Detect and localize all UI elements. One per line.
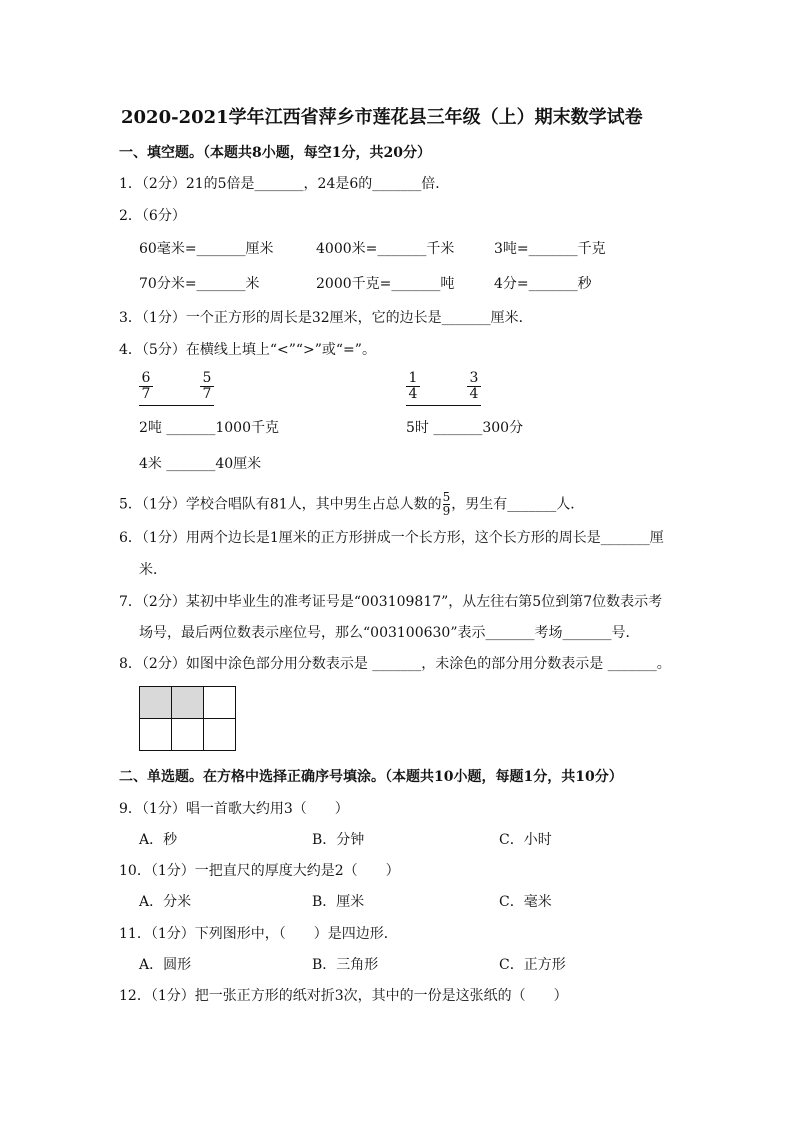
q4-fraction-2-numerator: 5 — [202, 370, 212, 386]
q4-fraction-1-denominator: 7 — [141, 386, 151, 402]
question-2: 2．（6分） — [119, 208, 186, 224]
page-title: 2020-2021学年江西省萍乡市莲花县三年级（上）期末数学试卷 — [121, 107, 643, 128]
question-11: 11．（1分）下列图形中，（ ）是四边形． — [119, 926, 398, 942]
q4-fraction-3-denominator: 4 — [408, 386, 418, 402]
question-12: 12．（1分）把一张正方形的纸对折3次，其中的一份是这张纸的（ ） — [119, 988, 568, 1004]
section-1-heading: 一、填空题。（本题共8小题，每空1分，共20分） — [119, 145, 431, 161]
q10-option-c[interactable]: C．毫米 — [499, 894, 552, 910]
q4-item-3: 4米 _______40厘米 — [139, 456, 262, 472]
grid-cell-shaded — [172, 687, 204, 719]
q2-item-3: 3吨=_______千克 — [494, 241, 606, 257]
q5-fraction — [443, 491, 451, 518]
q4-item-1: 2吨 _______1000千克 — [139, 420, 279, 436]
q4-fraction-2 — [200, 371, 214, 402]
grid-cell — [140, 719, 172, 751]
question-7-line-1: 7．（2分）某初中毕业生的准考证号是“003109817”，从左往右第5位到第7位数表示考 — [119, 594, 663, 610]
question-7-line-2: 场号，最后两位数表示座位号，那么“003100630”表示_______考场_______号． — [139, 625, 640, 641]
q4-fraction-3-numerator: 1 — [408, 370, 418, 386]
question-5 — [119, 491, 584, 518]
question-4: 4．（5分）在横线上填上“<”“>”或“=”。 — [119, 342, 376, 358]
q4-fraction-4-numerator: 3 — [469, 370, 479, 386]
question-6-line-1: 6．（1分）用两个边长是1厘米的正方形拼成一个长方形，这个长方形的周长是_______厘 — [119, 530, 664, 546]
q10-option-a[interactable]: A．分米 — [139, 894, 192, 910]
question-6-line-2: 米． — [139, 562, 167, 578]
question-10: 10．（1分）一把直尺的厚度大约是2（ ） — [119, 863, 400, 879]
q2-item-2: 4000米=_______千米 — [316, 241, 455, 257]
q5-numerator: 5 — [442, 490, 451, 504]
section-2-heading: 二、单选题。在方格中选择正确序号填涂。（本题共10小题，每题1分，共10分） — [119, 769, 623, 785]
q2-item-4: 70分米=_______米 — [139, 276, 260, 292]
grid-cell-shaded — [140, 687, 172, 719]
q4-fraction-3 — [406, 371, 420, 402]
q4-fraction-4 — [467, 371, 481, 402]
q11-option-b[interactable]: B．三角形 — [312, 957, 379, 973]
question-3: 3．（1分）一个正方形的周长是32厘米，它的边长是_______厘米． — [119, 310, 533, 326]
q5-text-before: 5．（1分）学校合唱队有81人，其中男生占总人数的 — [119, 496, 442, 513]
question-8: 8．（2分）如图中涂色部分用分数表示是 _______，未涂色的部分用分数表示是 _______。 — [119, 656, 671, 672]
q4-fraction-1-numerator: 6 — [141, 370, 151, 386]
q8-shaded-grid — [139, 686, 236, 751]
q2-item-6: 4分=_______秒 — [494, 276, 592, 292]
q2-item-1: 60毫米=_______厘米 — [139, 241, 274, 257]
grid-cell — [172, 719, 204, 751]
q11-option-a[interactable]: A．圆形 — [139, 957, 192, 973]
q5-text-after: ，男生有_______人． — [451, 496, 585, 513]
q9-option-c[interactable]: C．小时 — [499, 832, 552, 848]
q4-answer-line-1[interactable] — [139, 405, 214, 406]
grid-cell — [204, 687, 236, 719]
q4-answer-line-2[interactable] — [406, 405, 481, 406]
q4-fraction-4-denominator: 4 — [469, 386, 479, 402]
q10-option-b[interactable]: B．厘米 — [312, 894, 365, 910]
question-1: 1．（2分）21的5倍是_______，24是6的_______倍． — [119, 176, 450, 192]
question-9: 9．（1分）唱一首歌大约用3（ ） — [119, 801, 349, 817]
q2-item-5: 2000千克=_______吨 — [316, 276, 455, 292]
q5-denominator: 9 — [442, 504, 451, 518]
q9-option-b[interactable]: B．分钟 — [312, 832, 365, 848]
grid-cell — [204, 719, 236, 751]
q9-option-a[interactable]: A．秒 — [139, 832, 178, 848]
q4-fraction-2-denominator: 7 — [202, 386, 212, 402]
q4-item-2: 5时 _______300分 — [406, 420, 524, 436]
q11-option-c[interactable]: C．正方形 — [499, 957, 566, 973]
q4-fraction-1 — [139, 371, 153, 402]
